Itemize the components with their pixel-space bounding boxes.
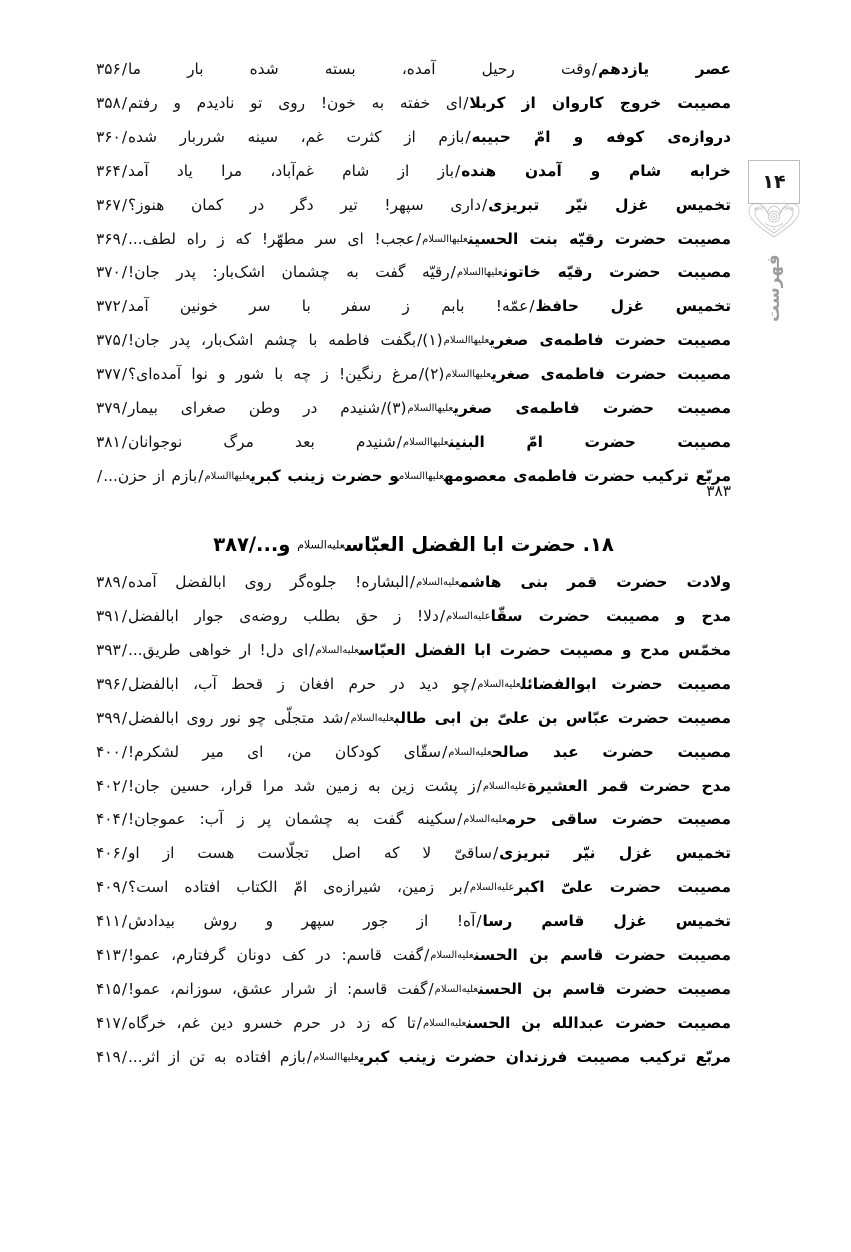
toc-entry-page-separator: / xyxy=(121,776,127,795)
toc-entry-page: ۴۱۹ xyxy=(96,1047,121,1066)
honorific-glyph: علیه‌السلام xyxy=(477,678,521,690)
honorific-glyph: علیهاالسلام xyxy=(204,470,251,482)
toc-entry-page-separator: / xyxy=(121,844,127,863)
toc-entry[interactable] xyxy=(96,299,731,314)
toc-entry-title: خرابه شام و آمدن هنده xyxy=(461,161,731,180)
toc-entry[interactable] xyxy=(96,265,731,280)
toc-entry-title: ولادت حضرت قمر بنی هاشم xyxy=(459,573,731,592)
toc-entry-separator: / xyxy=(428,980,434,998)
honorific-glyph: علیه‌السلام xyxy=(446,610,491,622)
toc-entry-separator: / xyxy=(476,912,482,931)
section-title: حضرت ابا الفضل العبّاس xyxy=(344,532,576,556)
toc-entry-page-separator: / xyxy=(121,161,127,180)
toc-entry-description: ساقیّ لا که اصل تجلّاست هست از او xyxy=(128,844,492,863)
section-page: ۳۸۷ xyxy=(213,532,249,556)
toc-entry-title: مصیبت حضرت رقیّه خاتون xyxy=(502,263,731,282)
page-margin-marker xyxy=(742,160,806,340)
toc-entry-page-separator: / xyxy=(121,1013,127,1032)
toc-entry-title: تخمیس غزل قاسم رسا xyxy=(482,912,731,931)
toc-entry-page-separator: / xyxy=(121,195,127,214)
toc-entry-page-separator: / xyxy=(121,331,127,350)
toc-entry-page: ۳۶۰ xyxy=(96,127,121,146)
toc-entry-page: ۳۹۳ xyxy=(96,640,121,659)
toc-entry-page: ۳۵۸ xyxy=(96,93,121,112)
toc-entry-description: البشاره! جلوه‌گر روی ابالفضل آمده xyxy=(128,573,409,592)
toc-entry-description: بگفت فاطمه با چشم اشک‌بار، پدر جان! xyxy=(128,331,417,350)
section-heading xyxy=(96,534,731,555)
honorific-glyph: علیه‌السلام xyxy=(482,780,528,792)
toc-entry[interactable] xyxy=(96,195,731,214)
honorific-glyph: علیهاالسلام xyxy=(402,436,449,448)
toc-entry-page-separator: / xyxy=(121,607,127,626)
toc-entry-description: بر زمین، شیرازه‌ی امّ الکتاب افتاده است؟ xyxy=(128,878,463,897)
toc-entry-title: مصیبت حضرت قاسم بن الحسن xyxy=(478,980,731,998)
toc-entry-page: ۴۱۳ xyxy=(96,946,121,965)
toc-entry-separator: (۳)/ xyxy=(381,399,407,418)
toc-entry-page: ۴۰۲ xyxy=(96,776,121,795)
toc-entry-page-separator: / xyxy=(121,93,127,112)
toc-entry-page-separator: / xyxy=(121,980,127,998)
heart-floral-ornament-icon xyxy=(744,200,804,240)
toc-entry[interactable] xyxy=(96,466,731,501)
toc-entry-title: تخمیس غزل نیّر تبریزی xyxy=(488,195,731,214)
toc-entry-page: ۳۸۱ xyxy=(96,432,121,451)
toc-entry-page-separator: / xyxy=(121,365,127,384)
toc-entry-separator: / xyxy=(463,878,469,897)
toc-entry-page: ۳۷۹ xyxy=(96,399,121,418)
toc-entry-description: ای دل! ار خواهی طریق... xyxy=(128,640,309,659)
toc-entry-page: ۴۰۹ xyxy=(96,878,121,897)
toc-entry-description: گفت قاسم: از شرار عشق، سوزانم، عمو! xyxy=(128,980,428,998)
toc-entry-description: داری سپهر! تیر دگر در کمان هنوز؟ xyxy=(128,195,481,214)
toc-entry-separator: / xyxy=(481,195,488,214)
toc-entry-page-separator: / xyxy=(97,466,103,485)
honorific-glyph: علیهاالسلام xyxy=(422,233,468,245)
toc-entry[interactable] xyxy=(96,401,731,416)
toc-entry-description: ای خفته به خون! روی تو نادیدم و رفتم xyxy=(128,93,463,112)
toc-entry-separator: / xyxy=(450,263,456,282)
toc-entry-description: عمّه! بابم ز سفر با سر خونین آمد xyxy=(128,297,529,316)
toc-entry-page-separator: / xyxy=(121,708,127,727)
toc-entry-separator: / xyxy=(463,93,469,112)
toc-entry-separator: / xyxy=(471,674,477,693)
toc-entry-title: مخمّس مدح و مصیبت حضرت ابا الفضل العبّاس xyxy=(358,640,732,659)
toc-entry-description: تا که زد در حرم خسرو دین غم، خرگاه xyxy=(128,1013,416,1032)
toc-entry-title-continued: و حضرت زینب کبری xyxy=(250,466,399,485)
toc-entry-title: مصیبت حضرت عبدالله بن الحسن xyxy=(466,1013,732,1032)
toc-entry-title: مصیبت خروج کاروان از کربلا xyxy=(469,93,731,112)
toc-entry-page: ۳۷۵ xyxy=(96,331,121,350)
toc-entry-separator: / xyxy=(416,1013,422,1032)
toc-entry[interactable] xyxy=(96,367,731,382)
toc-entry-page: ۳۵۶ xyxy=(96,60,121,78)
toc-entry-page: ۳۷۰ xyxy=(96,263,121,282)
toc-entry[interactable] xyxy=(96,742,731,761)
toc-entry[interactable] xyxy=(96,93,731,112)
toc-entry[interactable] xyxy=(96,982,731,997)
toc-entry-page: ۳۹۱ xyxy=(96,607,121,626)
toc-entry-page-separator: / xyxy=(121,912,127,931)
toc-entry-description: سکینه گفت به چشمان پر ز آب: عموجان! xyxy=(128,810,457,829)
toc-entry-page: ۳۹۹ xyxy=(96,708,121,727)
toc-entry-title: مصیبت حضرت رقیّه بنت الحسین xyxy=(467,229,732,248)
honorific-glyph: علیه‌السلام xyxy=(422,1017,467,1029)
toc-entry[interactable] xyxy=(96,948,731,963)
toc-entry-description: شنیدم در وطن صغرای بیمار xyxy=(128,399,381,418)
toc-entry[interactable] xyxy=(96,914,731,929)
section-suffix: و... xyxy=(256,532,291,556)
toc-entry[interactable] xyxy=(96,229,732,248)
toc-entry-page-separator: / xyxy=(121,742,127,761)
toc-entry-page-separator: / xyxy=(121,399,127,418)
toc-entry-separator: / xyxy=(198,466,204,485)
toc-entry-page: ۳۶۹ xyxy=(96,229,121,248)
toc-entry-description: رقیّه گفت به چشمان اشک‌بار: پدر جان! xyxy=(128,263,450,282)
honorific-glyph: علیه‌السلام xyxy=(315,644,359,656)
toc-entry[interactable] xyxy=(96,812,731,827)
honorific-glyph: علیه‌السلام xyxy=(434,983,479,995)
toc-entry-title: مصیبت حضرت فاطمه‌ی صغری xyxy=(489,331,731,350)
toc-entry-title: مصیبت حضرت قاسم بن الحسن xyxy=(473,946,731,965)
toc-entry[interactable] xyxy=(96,880,731,895)
toc-entry-description: شد متجلّی چو نور روی ابالفضل xyxy=(128,708,344,727)
honorific-glyph: علیهاالسلام xyxy=(445,368,492,380)
toc-entry-page: ۴۱۵ xyxy=(96,980,121,998)
toc-entry-description: سقّای کودکان من، ای میر لشکرم! xyxy=(128,742,442,761)
margin-section-label: فهرست xyxy=(763,254,784,322)
toc-entry[interactable] xyxy=(96,333,731,348)
toc-entry-page: ۳۸۹ xyxy=(96,573,121,592)
toc-entry-page: ۴۱۷ xyxy=(96,1013,121,1032)
toc-entry-separator: / xyxy=(465,127,471,146)
toc-entry-page-separator: / xyxy=(121,1047,127,1066)
folio-number: ۱۴ xyxy=(762,170,786,193)
toc-entry-title: مصیبت حضرت عبد صالح xyxy=(491,742,731,761)
toc-entry-title: دروازه‌ی کوفه و امّ حبیبه xyxy=(471,127,731,146)
toc-entry-page-separator: / xyxy=(121,127,127,146)
toc-entry[interactable] xyxy=(96,432,731,451)
toc-entry[interactable] xyxy=(96,1013,732,1032)
honorific-glyph: علیه‌السلام xyxy=(297,538,345,552)
toc-entry-title: عصر یازدهم xyxy=(598,60,731,78)
toc-entry[interactable] xyxy=(96,846,731,861)
toc-entry-page-separator: / xyxy=(121,263,127,282)
toc-entry[interactable] xyxy=(96,674,732,693)
toc-entry-description: آه! از جور سپهر و روش بیدادش xyxy=(128,912,476,931)
toc-entry-description: بازم از کثرت غم، سینه شرربار شده xyxy=(128,127,465,146)
toc-entry[interactable] xyxy=(96,708,731,727)
toc-entry-title: مصیبت حضرت عبّاس بن علیّ بن ابی طالب xyxy=(394,708,731,727)
toc-entry-separator: / xyxy=(476,776,482,795)
honorific-glyph: علیهاالسلام xyxy=(313,1051,359,1063)
toc-group-top xyxy=(96,62,731,500)
toc-entry-separator: / xyxy=(492,844,499,863)
toc-entry-separator: / xyxy=(442,742,448,761)
toc-content xyxy=(96,62,731,1084)
toc-entry[interactable] xyxy=(96,575,731,590)
toc-entry-page-separator: / xyxy=(121,640,127,659)
toc-entry-separator: / xyxy=(439,607,445,626)
toc-entry-page: ۳۸۳ xyxy=(706,482,731,501)
honorific-glyph: علیه‌السلام xyxy=(430,949,474,961)
toc-entry-separator: / xyxy=(457,810,463,829)
toc-entry-title: مصیبت حضرت امّ البنین xyxy=(448,432,731,451)
toc-entry-separator: (۱)/ xyxy=(417,331,443,350)
toc-entry-description: گفت قاسم: در کف دونان گرفتارم، عمو! xyxy=(128,946,424,965)
toc-entry-title: مدح حضرت قمر العشیرة xyxy=(527,776,731,795)
toc-entry-title: مدح و مصیبت حضرت سقّا xyxy=(490,607,731,626)
toc-entry-page-separator: / xyxy=(121,432,127,451)
toc-entry-page: ۳۹۶ xyxy=(96,674,121,693)
folio-box xyxy=(748,160,800,204)
honorific-glyph: علیه‌السلام xyxy=(469,882,515,894)
toc-entry-separator: / xyxy=(344,708,350,727)
toc-entry-title: مربّع ترکیب مصیبت فرزندان حضرت زینب کبری xyxy=(358,1047,731,1066)
toc-entry-separator: / xyxy=(455,161,461,180)
toc-entry-description: مرغ رنگین! ز چه با شور و نوا آمده‌ای؟ xyxy=(128,365,418,384)
toc-entry-description: بازم افتاده به تن از اثر... xyxy=(128,1047,306,1066)
toc-entry-separator: / xyxy=(309,640,315,659)
toc-entry-separator: / xyxy=(306,1047,313,1066)
section-page-separator: / xyxy=(248,532,257,556)
toc-entry-title: مصیبت حضرت علیّ اکبر xyxy=(514,878,731,897)
toc-entry[interactable] xyxy=(96,127,731,146)
toc-entry-description: چو دید در حرم افغان ز قحط آب، ابالفضل xyxy=(128,674,471,693)
section-number: ۱۸. xyxy=(582,532,614,556)
toc-entry-page: ۴۱۱ xyxy=(96,912,121,931)
toc-entry-description: عجب! ای سر مطهّر! که ز راه لطف... xyxy=(128,229,415,248)
toc-entry-separator: / xyxy=(396,432,402,451)
toc-entry[interactable] xyxy=(96,161,731,180)
toc-entry-page-separator: / xyxy=(121,674,127,693)
toc-entry-page: ۳۷۲ xyxy=(96,297,121,316)
toc-entry-description: دلا! ز حق بطلب روضه‌ی جوار ابالفضل xyxy=(128,607,439,626)
toc-entry-page: ۴۰۰ xyxy=(96,742,121,761)
toc-entry-title: مربّع ترکیب حضرت فاطمه‌ی معصومه xyxy=(443,466,731,485)
toc-group-bottom xyxy=(96,575,731,1065)
toc-entry-page: ۴۰۴ xyxy=(96,810,121,829)
honorific-glyph: علیهاالسلام xyxy=(407,402,454,414)
toc-entry[interactable] xyxy=(96,640,732,659)
toc-entry-description: ز پشت زین به زمین شد مرا قرار، حسین جان! xyxy=(128,776,476,795)
toc-entry-separator: / xyxy=(424,946,430,965)
toc-entry-separator: (۲)/ xyxy=(418,365,445,384)
honorific-glyph: علیهاالسلام xyxy=(443,335,490,347)
toc-entry-title: مصیبت حضرت فاطمه‌ی صغری xyxy=(491,365,731,384)
toc-entry-title: مصیبت حضرت ابوالفضائل xyxy=(520,674,732,693)
toc-entry-description: باز از شام غم‌آباد، مرا یاد آمد xyxy=(128,161,455,180)
toc-entry-page-separator: / xyxy=(121,573,127,592)
toc-entry[interactable] xyxy=(96,776,731,795)
honorific-glyph: علیه‌السلام xyxy=(416,576,460,588)
toc-entry-description: وقت رحیل آمده، بسته شده بار ما xyxy=(128,60,591,78)
toc-entry-page-separator: / xyxy=(121,60,127,78)
toc-entry-title: مصیبت حضرت ساقی حرم xyxy=(506,810,731,829)
toc-entry-title: تخمیس غزل حافظ xyxy=(535,297,731,316)
toc-entry-page-separator: / xyxy=(121,229,127,248)
toc-entry-page-separator: / xyxy=(121,946,127,965)
toc-entry-separator: / xyxy=(415,229,422,248)
toc-entry-description: شنیدم بعد مرگ نوجوانان xyxy=(128,432,396,451)
toc-entry-separator: / xyxy=(591,60,598,78)
toc-entry-description: بازم از حزن... xyxy=(103,466,198,485)
toc-entry-page-separator: / xyxy=(121,810,127,829)
toc-entry[interactable] xyxy=(96,1047,731,1066)
toc-entry[interactable] xyxy=(96,62,731,77)
toc-entry-separator: / xyxy=(529,297,535,316)
honorific-glyph: علیه‌السلام xyxy=(463,814,507,826)
honorific-glyph: علیه‌السلام xyxy=(350,712,395,724)
toc-entry-page: ۳۶۷ xyxy=(96,195,121,214)
toc-entry-page-separator: / xyxy=(121,297,127,316)
toc-entry-title: مصیبت حضرت فاطمه‌ی صغری xyxy=(453,399,731,418)
honorific-glyph: علیهاالسلام xyxy=(398,470,444,482)
honorific-glyph: علیه‌السلام xyxy=(448,746,492,758)
toc-entry-page-separator: / xyxy=(121,878,127,897)
toc-entry-page: ۴۰۶ xyxy=(96,844,121,863)
toc-entry-title: تخمیس غزل نیّر تبریزی xyxy=(499,844,731,863)
toc-entry-page: ۳۷۷ xyxy=(96,365,121,384)
honorific-glyph: علیهاالسلام xyxy=(456,267,503,279)
toc-entry-page: ۳۶۴ xyxy=(96,161,121,180)
toc-entry[interactable] xyxy=(96,609,731,624)
toc-entry-separator: / xyxy=(409,573,416,592)
